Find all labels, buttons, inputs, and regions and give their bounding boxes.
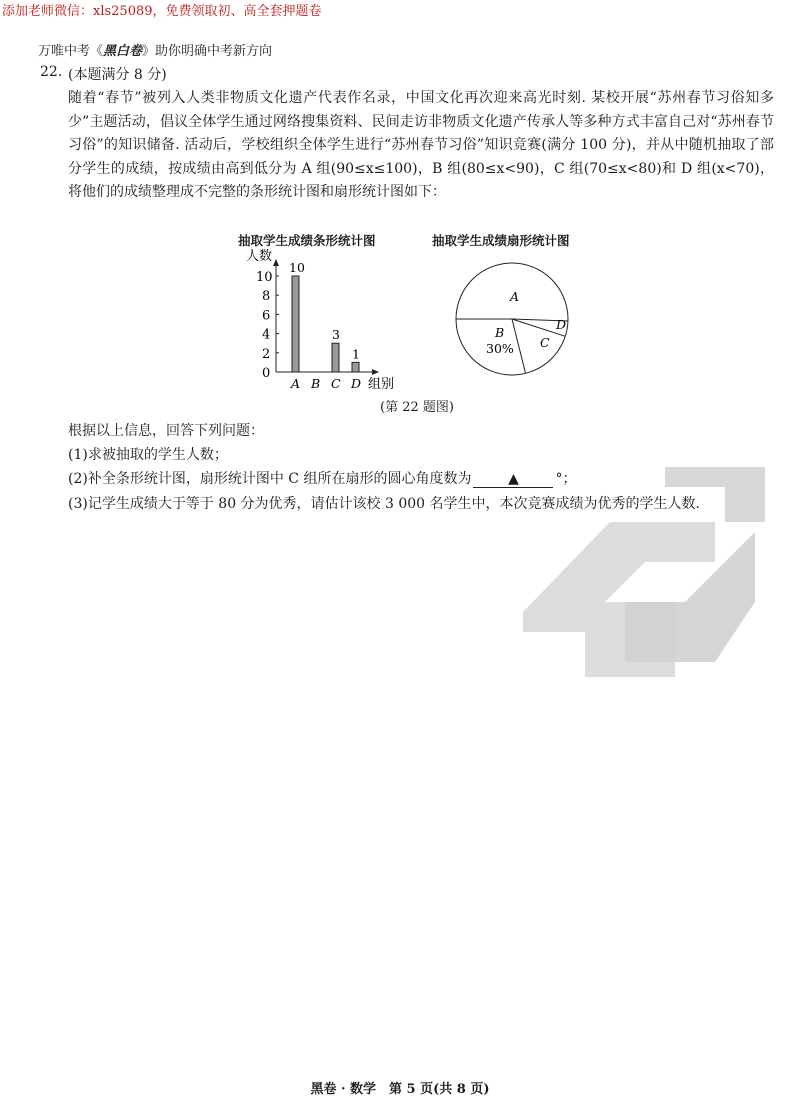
bar-x-tick-label: A [291,376,301,391]
bar-y-tick-label: 6 [262,308,271,324]
question-prompt: 根据以上信息，回答下列问题： [68,423,264,439]
bar-D [352,362,359,372]
bar-y-tick-label: 4 [262,327,271,343]
pie-value-label-B: 30% [486,341,514,356]
bar-y-tick-label: 0 [262,366,271,381]
pie-label-A: A [510,289,520,304]
pie-chart [452,258,572,380]
bar-chart-ylabel: 人数 [246,249,273,264]
pie-chart-title: 抽取学生成绩扇形统计图 [432,233,570,248]
bar-value-label: 10 [289,260,305,275]
bar-x-tick-label: C [331,376,341,391]
sub-question-3: (3)记学生成绩大于等于 80 分为优秀，请估计该校 3 000 名学生中，本次竞赛成绩为优秀的学生人数. [68,496,700,512]
bar-y-axis-arrow [273,259,279,266]
pie-label-B: B [495,325,505,340]
answer-blank[interactable]: ▲ [473,471,553,488]
pie-label-C: C [540,335,550,350]
bar-chart-xlabel: 组别 [368,377,395,392]
question-paragraph: 随着“春节”被列入人类非物质文化遗产代表作名录，中国文化再次迎来高光时刻. 某校开展“苏州春节习俗知多少”主题活动，倡议全体学生通过网络搜集资料、民间走访非物质文化遗产传承人等多种方式丰富自己对“苏州春节习俗”的知识储备. 活动后，学校组织全体学生进行“苏州春节习俗”知识竞赛(满分 100 分)，并从中随机抽取了部分学生的成绩，按成绩由高到低分为 A 组(90≤x≤100)，B 组(80≤x<90)，C 组(70≤x<80)和 D 组(x<70)，将他们的成绩整理成不完整的条形统计图和扇形统计图如下： [68,90,774,200]
pie-label-D: D [556,317,567,332]
sub-question-1: (1)求被抽取的学生人数； [68,447,228,463]
promo-note: 添加老师微信：xls25089，免费领取初、高全套押题卷 [2,4,322,19]
bar-value-label: 1 [352,346,360,362]
sub-question-2 [68,468,576,488]
watermark-shape [515,462,765,677]
figure-caption: (第 22 题图) [380,400,454,415]
bar-y-tick-label: 2 [262,346,271,362]
page-footer: 黑卷 · 数学 第 5 页(共 8 页) [310,1082,490,1097]
bar-value-label: 3 [332,327,340,343]
header-prefix: 万唯中考《 [38,44,104,59]
bar-chart-title: 抽取学生成绩条形统计图 [238,233,376,248]
header-suffix: 》助你明确中考新方向 [142,44,273,59]
bar-x-axis-arrow [372,369,379,375]
bar-y-tick-label: 10 [256,270,273,285]
header-brand: 黑白卷 [103,44,143,59]
bar-x-tick-label: D [351,376,362,391]
bar-C [332,343,339,372]
sub-question-2-text: (2)补全条形统计图，扇形统计图中 C 组所在扇形的圆心角度数为 [68,471,472,487]
question-number: 22. [40,64,63,80]
question-score-note: (本题满分 8 分) [68,67,167,83]
bar-y-tick-label: 8 [262,289,271,305]
sub-question-2-unit: °； [555,471,577,487]
bar-A [292,276,299,372]
bar-chart [240,246,410,398]
page-header [38,40,272,59]
bar-x-tick-label: B [311,376,321,391]
